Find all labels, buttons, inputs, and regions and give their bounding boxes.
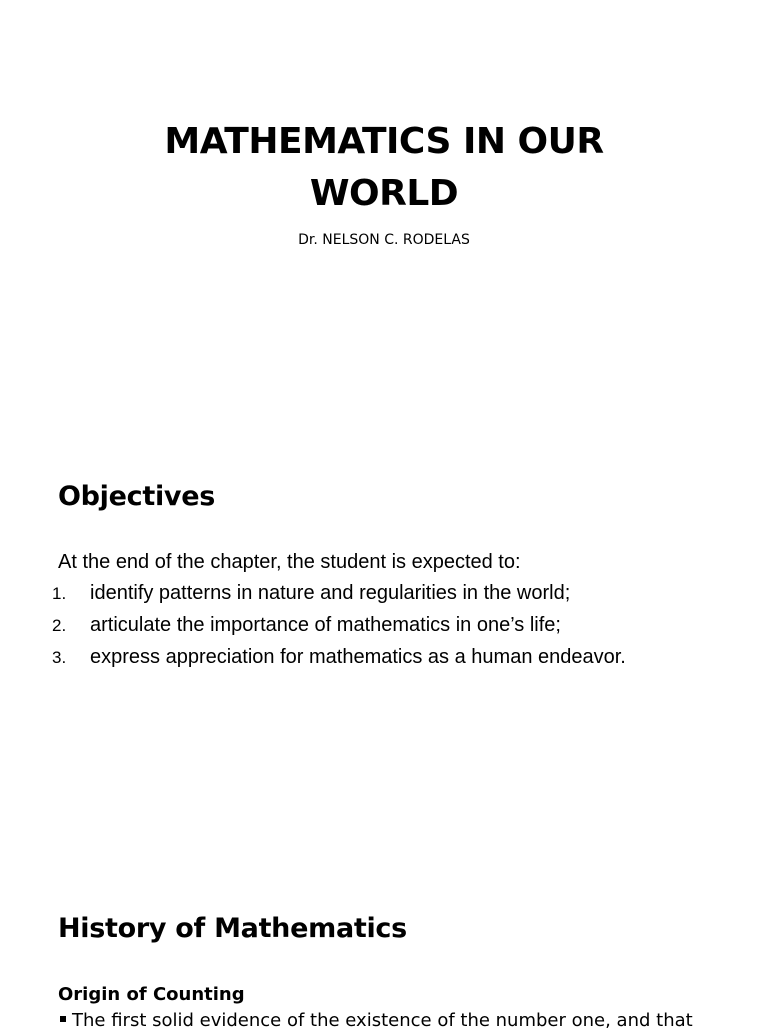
history-slide bbox=[0, 864, 768, 1031]
objectives-intro: At the end of the chapter, the student is expected to: bbox=[58, 551, 521, 573]
objective-number: 2. bbox=[52, 616, 67, 635]
title-line-1: MATHEMATICS IN OUR bbox=[164, 121, 604, 162]
main-title bbox=[0, 116, 768, 220]
square-bullet-icon bbox=[60, 1016, 66, 1022]
history-bullet-text: The first solid evidence of the existence of the number one, and that bbox=[72, 1010, 693, 1031]
objective-number: 1. bbox=[52, 584, 67, 603]
origin-of-counting-subheading: Origin of Counting bbox=[58, 984, 245, 1005]
title-slide bbox=[0, 0, 768, 432]
history-bullet bbox=[60, 1009, 693, 1033]
author-name: Dr. NELSON C. RODELAS bbox=[298, 232, 470, 248]
objective-number: 3. bbox=[52, 648, 67, 667]
objectives-slide bbox=[0, 432, 768, 864]
objective-text: express appreciation for mathematics as a human endeavor. bbox=[90, 646, 626, 668]
objective-text: identify patterns in nature and regularities in the world; bbox=[90, 582, 571, 604]
objective-text: articulate the importance of mathematics in one’s life; bbox=[90, 614, 561, 636]
objectives-heading: Objectives bbox=[58, 481, 215, 512]
history-heading: History of Mathematics bbox=[58, 913, 407, 944]
title-line-2: WORLD bbox=[309, 173, 459, 214]
